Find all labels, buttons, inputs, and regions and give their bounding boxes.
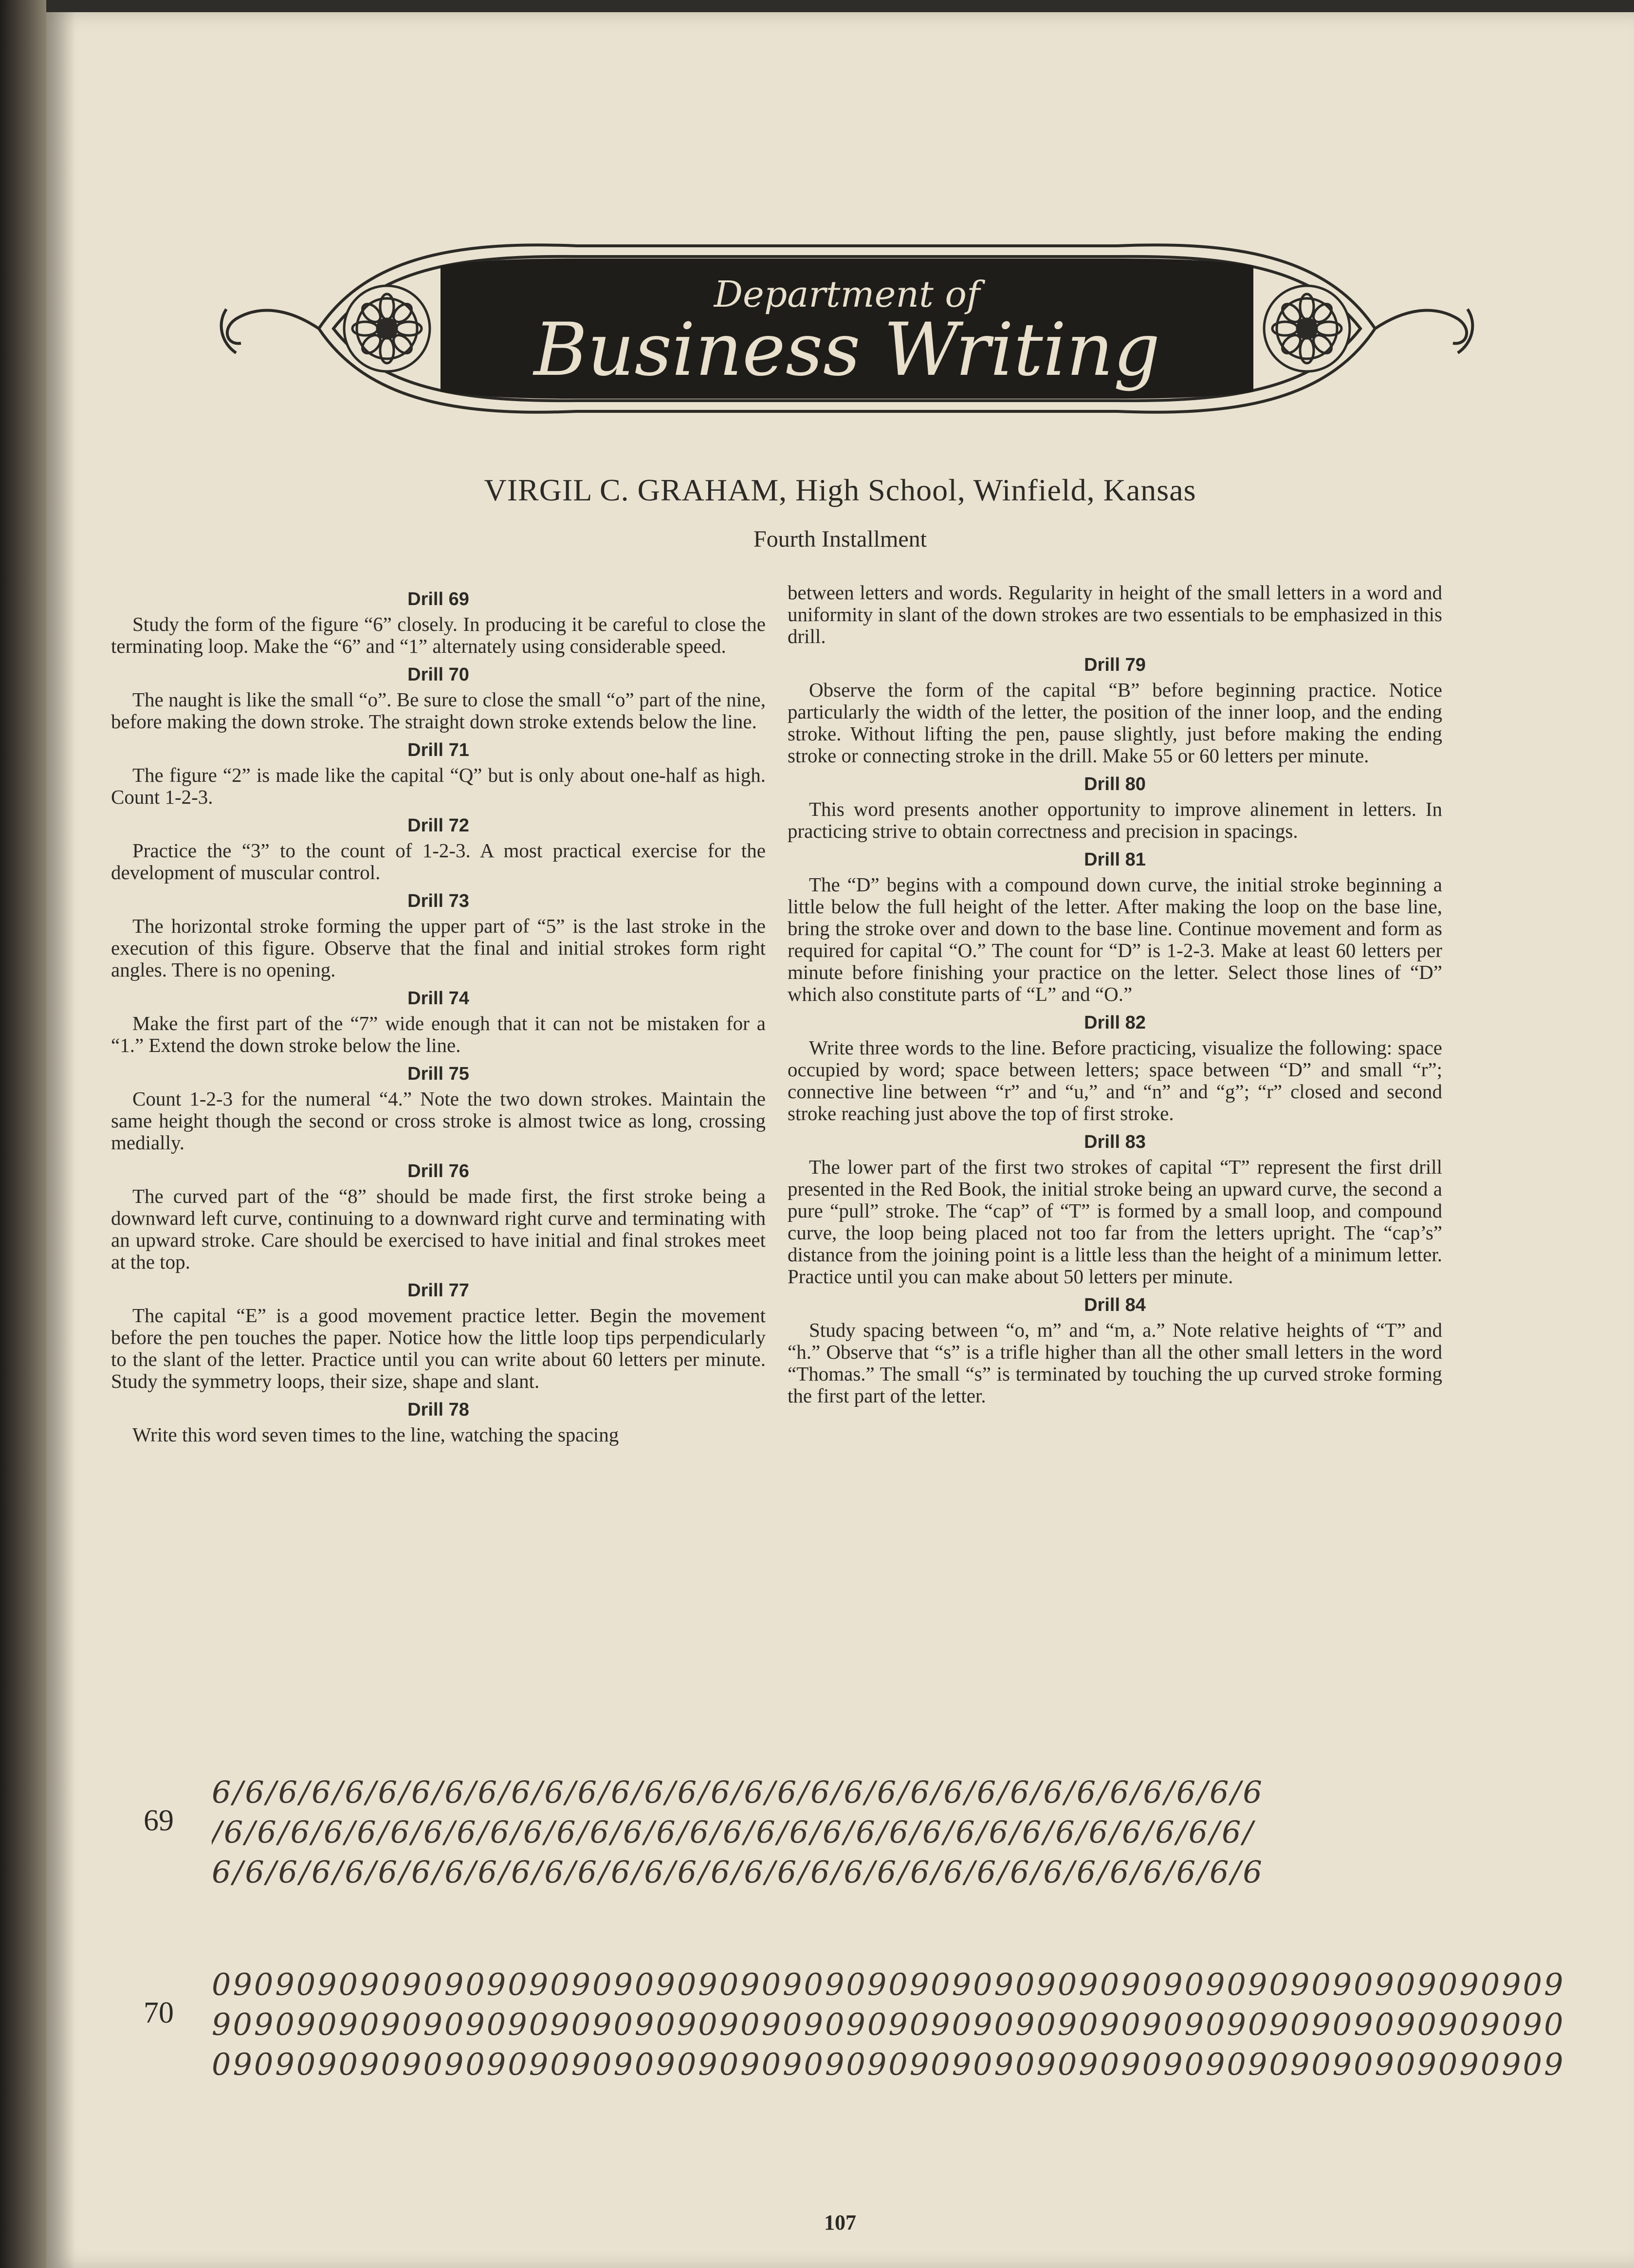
left-column — [111, 582, 766, 1451]
drill-text: The capital “E” is a good movement practice letter. Begin the movement before the pen touches the paper. Notice how the little loop tips perpendicularly to the slant of the letter. Practice until you can write about 60 letters per minute. Study the symmetry loops, their size, shape and slant. — [111, 1304, 766, 1392]
bleed-through — [207, 163, 1472, 197]
drill-title: Drill 69 — [407, 589, 469, 609]
drill-text: Count 1-2-3 for the numeral “4.” Note the two down strokes. Maintain the same height though the second or cross stroke is almost twice as long, crossing medially. — [111, 1088, 766, 1154]
drill-text: The horizontal stroke forming the upper part of “5” is the last stroke in the execution of this figure. Observe that the final and initial strokes form right angles. There is no opening. — [111, 915, 766, 981]
drill-text: Make the first part of the “7” wide enough that it can not be mistaken for a “1.” Extend the down stroke below the line. — [111, 1012, 766, 1056]
drill-block — [111, 1399, 766, 1446]
drill-block — [788, 849, 1442, 1005]
binding-shadow — [46, 12, 75, 2268]
drill-text: The figure “2” is made like the capital “Q” but is only about one-half as high. Count 1-2-3. — [111, 764, 766, 808]
specimen-line: 6/6/6/6/6/6/6/6/6/6/6/6/6/6/6/6/6/6/6/6/6/6/6/6/6/6/6/6/6/6/6/6 — [212, 1854, 1264, 1890]
drill-text: The naught is like the small “o”. Be sure to close the small “o” part of the nine, before making the down stroke. The straight down stroke extends below the line. — [111, 688, 766, 733]
right-column — [788, 582, 1442, 1412]
drill-text: The curved part of the “8” should be made first, the first stroke being a downward left curve, continuing to a downward right curve and terminating with an upward stroke. Care should be exercised to have initial and final strokes meet at the top. — [111, 1185, 766, 1273]
drill-title: Drill 81 — [1084, 849, 1146, 870]
drill-title: Drill 82 — [1084, 1013, 1146, 1033]
drill-title: Drill 80 — [1084, 774, 1146, 794]
drill-title: Drill 74 — [407, 988, 469, 1009]
drill-block — [111, 1161, 766, 1273]
drill-block — [111, 589, 766, 657]
specimen-label: 70 — [144, 1996, 174, 2029]
page — [46, 12, 1634, 2268]
drill-text: Observe the form of the capital “B” before beginning practice. Notice particularly the width of the letter, the position of the inner loop, and the ending stroke. Without lifting the pen, pause slightly, just before making the ending stroke or connecting stroke in the drill. Make 55 or 60 letters per minute. — [788, 679, 1442, 767]
specimen-line: 0909090909090909090909090909090909090909090909090909090909090909 — [212, 1967, 1565, 2002]
drill-text: Practice the “3” to the count of 1-2-3. A most practical exercise for the development of muscular control. — [111, 839, 766, 884]
specimen-line: 0909090909090909090909090909090909090909090909090909090909090909 — [212, 2047, 1565, 2082]
book-spine — [0, 0, 46, 2268]
specimen-70 — [144, 1967, 1604, 2093]
drill-block — [788, 774, 1442, 842]
drill-block — [788, 1012, 1442, 1125]
drill-title: Drill 78 — [407, 1400, 469, 1420]
rosette-left — [344, 286, 430, 371]
drill-block — [788, 1131, 1442, 1288]
drill-block — [788, 582, 1442, 647]
installment-line: Fourth Installment — [753, 526, 927, 552]
drill-block — [111, 815, 766, 884]
banner-line1: Department of — [714, 274, 980, 315]
drill-text: Write this word seven times to the line, watching the spacing — [132, 1423, 619, 1446]
drill-text-continued: between letters and words. Regularity in height of the small letters in a word and uniformity in slant of the down strokes are two essentials to be emphasized in this drill. — [788, 581, 1442, 647]
department-banner — [207, 212, 1487, 445]
drill-title: Drill 83 — [1084, 1132, 1146, 1152]
drill-block — [111, 739, 766, 808]
banner-line2: Business Writing — [533, 308, 1160, 392]
specimen-label: 69 — [144, 1804, 174, 1837]
specimen-line: 6/6/6/6/6/6/6/6/6/6/6/6/6/6/6/6/6/6/6/6/6/6/6/6/6/6/6/6/6/6/6/6 — [212, 1774, 1264, 1810]
drill-block — [111, 1063, 766, 1154]
drill-text: The lower part of the first two strokes of capital “T” represent the first drill presented in the Red Book, the initial stroke being an upward curve, the second a pure “pull” stroke. The “cap” of “T” is formed by a small loop, and compound curve, the loop being placed not too far from the letters upright. The “cap’s” distance from the joining point is a little less than the height of a minimum letter. Practice until you can make about 50 letters per minute. — [788, 1156, 1442, 1288]
drill-title: Drill 70 — [407, 664, 469, 685]
drill-block — [111, 1280, 766, 1392]
specimen-line: /6/6/6/6/6/6/6/6/6/6/6/6/6/6/6/6/6/6/6/6/6/6/6/6/6/6/6/6/6/6/6/ — [212, 1814, 1255, 1850]
drill-title: Drill 71 — [407, 740, 469, 760]
drill-block — [111, 664, 766, 733]
drill-title: Drill 75 — [407, 1064, 469, 1084]
rosette-right — [1264, 286, 1350, 371]
author-line: VIRGIL C. GRAHAM, High School, Winfield, Kansas — [484, 473, 1196, 507]
drill-block — [788, 1294, 1442, 1407]
page-number: 107 — [824, 2211, 856, 2234]
drill-text: Study the form of the figure “6” closely. In producing it be careful to close the terminating loop. Make the “6” and “1” alternately using considerable speed. — [111, 613, 766, 657]
drill-text: Study spacing between “o, m” and “m, a.” Note relative heights of “T” and “h.” Observe that “s” is a trifle higher than all the other small letters in the word “Thomas.” The small “s” is terminated by touching the up curved stroke forming the first part of the letter. — [788, 1319, 1442, 1407]
specimen-69 — [144, 1774, 1604, 1901]
drill-block — [111, 890, 766, 981]
specimen-line: 9090909090909090909090909090909090909090909090909090909090909090 — [212, 2007, 1565, 2042]
drill-title: Drill 76 — [407, 1161, 469, 1181]
drill-title: Drill 77 — [407, 1280, 469, 1301]
drill-text: The “D” begins with a compound down curve, the initial stroke beginning a little below the full height of the letter. After making the loop on the base line, bring the stroke over and down to the base line. Continue movement and form as required for capital “O.” The count for “D” is 1-2-3. Make at least 60 letters per minute before finishing your practice on the letter. Select those lines of “D” which also constitute parts of “L” and “O.” — [788, 873, 1442, 1005]
drill-title: Drill 79 — [1084, 655, 1146, 675]
drill-title: Drill 84 — [1084, 1295, 1146, 1315]
drill-title: Drill 73 — [407, 891, 469, 911]
drill-block — [788, 654, 1442, 767]
drill-text: This word presents another opportunity to improve alinement in letters. In practicing strive to obtain correctness and precision in spacings. — [788, 798, 1442, 842]
drill-title: Drill 72 — [407, 815, 469, 836]
drill-text: Write three words to the line. Before practicing, visualize the following: space occupied by word; space between letters; space between “D” and small “r”; connective line between “r” and “u,” and “n” and “g”; “r” closed and second stroke reaching just above the top of first stroke. — [788, 1036, 1442, 1125]
drill-block — [111, 988, 766, 1056]
